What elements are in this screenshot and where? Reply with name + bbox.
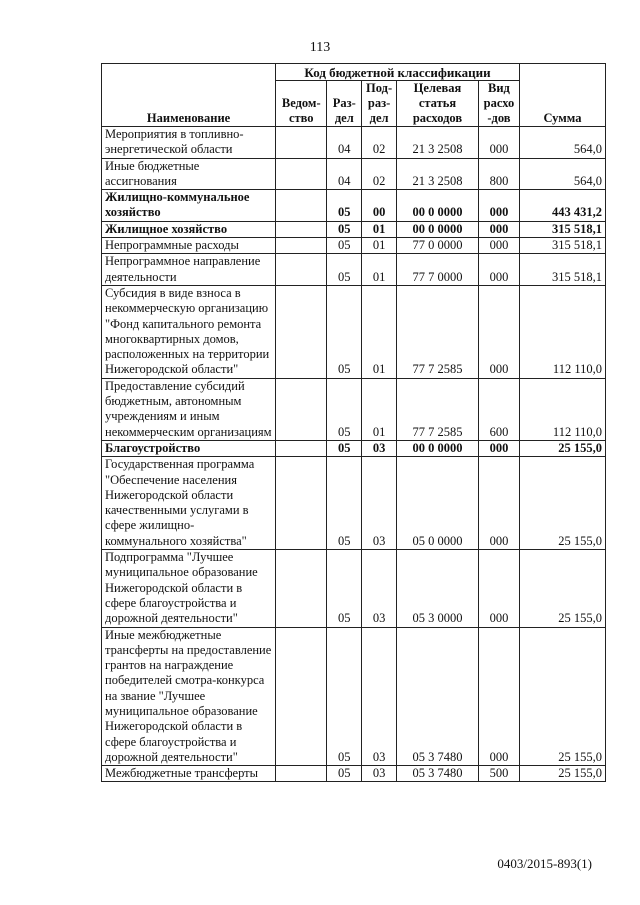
row-razd: 05 <box>327 221 362 237</box>
row-podr: 03 <box>362 766 397 782</box>
row-ved <box>276 238 327 254</box>
table-row <box>102 158 606 190</box>
row-sum: 315 518,1 <box>519 254 605 286</box>
table-row <box>102 238 606 254</box>
row-podr: 03 <box>362 457 397 550</box>
row-podr: 01 <box>362 254 397 286</box>
row-cel: 77 7 2585 <box>397 378 479 440</box>
table-row <box>102 127 606 159</box>
row-vid: 000 <box>478 221 519 237</box>
table-row <box>102 627 606 766</box>
header-ved: Ведом-ство <box>276 81 327 127</box>
table-body <box>102 127 606 782</box>
header-podr: Под-раз-дел <box>362 81 397 127</box>
row-vid: 800 <box>478 158 519 190</box>
row-ved <box>276 766 327 782</box>
row-cel: 77 7 0000 <box>397 254 479 286</box>
row-podr: 01 <box>362 285 397 378</box>
row-name: Подпрограмма "Лучшее муниципальное образование Нижегородской области в сфере благоустройства и дорожной деятельности" <box>102 550 276 627</box>
row-ved <box>276 440 327 456</box>
row-razd: 05 <box>327 627 362 766</box>
row-razd: 05 <box>327 550 362 627</box>
row-sum: 112 110,0 <box>519 285 605 378</box>
row-razd: 05 <box>327 457 362 550</box>
row-cel: 05 3 7480 <box>397 627 479 766</box>
row-cel: 05 0 0000 <box>397 457 479 550</box>
row-podr: 02 <box>362 127 397 159</box>
row-sum: 443 431,2 <box>519 190 605 222</box>
row-cel: 77 0 0000 <box>397 238 479 254</box>
row-ved <box>276 158 327 190</box>
row-razd: 05 <box>327 285 362 378</box>
row-sum: 564,0 <box>519 127 605 159</box>
table-row <box>102 457 606 550</box>
row-sum: 315 518,1 <box>519 238 605 254</box>
row-ved <box>276 627 327 766</box>
row-name: Непрограммные расходы <box>102 238 276 254</box>
header-name: Наименование <box>102 64 276 127</box>
row-cel: 00 0 0000 <box>397 221 479 237</box>
row-ved <box>276 378 327 440</box>
row-vid: 000 <box>478 457 519 550</box>
row-razd: 05 <box>327 440 362 456</box>
row-sum: 25 155,0 <box>519 627 605 766</box>
row-vid: 000 <box>478 127 519 159</box>
row-name: Иные бюджетные ассигнования <box>102 158 276 190</box>
row-podr: 00 <box>362 190 397 222</box>
row-cel: 21 3 2508 <box>397 158 479 190</box>
table-row <box>102 766 606 782</box>
row-razd: 04 <box>327 127 362 159</box>
row-razd: 05 <box>327 238 362 254</box>
table-row <box>102 221 606 237</box>
row-razd: 05 <box>327 254 362 286</box>
row-name: Субсидия в виде взноса в некоммерческую организацию "Фонд капитального ремонта многоквартирных домов, расположенных на территории Нижегородской области" <box>102 285 276 378</box>
row-ved <box>276 285 327 378</box>
row-cel: 21 3 2508 <box>397 127 479 159</box>
row-name: Мероприятия в топливно-энергетической области <box>102 127 276 159</box>
budget-table <box>101 63 606 782</box>
row-vid: 000 <box>478 285 519 378</box>
row-sum: 112 110,0 <box>519 378 605 440</box>
row-sum: 564,0 <box>519 158 605 190</box>
header-razd: Раз-дел <box>327 81 362 127</box>
row-vid: 000 <box>478 440 519 456</box>
header-code-group: Код бюджетной классификации <box>276 64 520 81</box>
row-vid: 500 <box>478 766 519 782</box>
document-code: 0403/2015-893(1) <box>497 856 592 871</box>
header-sum: Сумма <box>519 64 605 127</box>
row-vid: 000 <box>478 550 519 627</box>
row-name: Благоустройство <box>102 440 276 456</box>
row-podr: 01 <box>362 221 397 237</box>
row-razd: 05 <box>327 378 362 440</box>
row-sum: 25 155,0 <box>519 440 605 456</box>
row-name: Непрограммное направление деятельности <box>102 254 276 286</box>
row-razd: 04 <box>327 158 362 190</box>
table-row <box>102 550 606 627</box>
row-name: Жилищное хозяйство <box>102 221 276 237</box>
row-ved <box>276 254 327 286</box>
row-sum: 25 155,0 <box>519 550 605 627</box>
row-vid: 600 <box>478 378 519 440</box>
row-vid: 000 <box>478 238 519 254</box>
row-cel: 00 0 0000 <box>397 190 479 222</box>
row-ved <box>276 221 327 237</box>
row-ved <box>276 190 327 222</box>
row-sum: 315 518,1 <box>519 221 605 237</box>
row-cel: 77 7 2585 <box>397 285 479 378</box>
table-row <box>102 190 606 222</box>
row-vid: 000 <box>478 627 519 766</box>
row-podr: 02 <box>362 158 397 190</box>
row-ved <box>276 457 327 550</box>
row-podr: 01 <box>362 378 397 440</box>
row-podr: 01 <box>362 238 397 254</box>
row-razd: 05 <box>327 190 362 222</box>
row-podr: 03 <box>362 440 397 456</box>
row-vid: 000 <box>478 190 519 222</box>
row-podr: 03 <box>362 627 397 766</box>
row-podr: 03 <box>362 550 397 627</box>
row-razd: 05 <box>327 766 362 782</box>
row-ved <box>276 127 327 159</box>
table-row <box>102 285 606 378</box>
header-vid: Вид расхо -дов <box>478 81 519 127</box>
row-name: Жилищно-коммунальное хозяйство <box>102 190 276 222</box>
row-cel: 05 3 0000 <box>397 550 479 627</box>
table-row <box>102 254 606 286</box>
header-cel: Целевая статья расходов <box>397 81 479 127</box>
row-name: Предоставление субсидий бюджетным, автономным учреждениям и иным некоммерческим организациям <box>102 378 276 440</box>
row-vid: 000 <box>478 254 519 286</box>
row-cel: 00 0 0000 <box>397 440 479 456</box>
row-sum: 25 155,0 <box>519 766 605 782</box>
row-name: Межбюджетные трансферты <box>102 766 276 782</box>
row-sum: 25 155,0 <box>519 457 605 550</box>
row-cel: 05 3 7480 <box>397 766 479 782</box>
row-name: Иные межбюджетные трансферты на предоставление грантов на награждение победителей смотра-конкурса на звание "Лучшее муниципальное образование Нижегородской области в сфере благоустройства и дорожной деятельности" <box>102 627 276 766</box>
row-ved <box>276 550 327 627</box>
row-name: Государственная программа "Обеспечение населения Нижегородской области качественными услугами в сфере жилищно-коммунального хозяйства" <box>102 457 276 550</box>
table-row <box>102 378 606 440</box>
table-row <box>102 440 606 456</box>
page-number: 113 <box>309 40 331 55</box>
